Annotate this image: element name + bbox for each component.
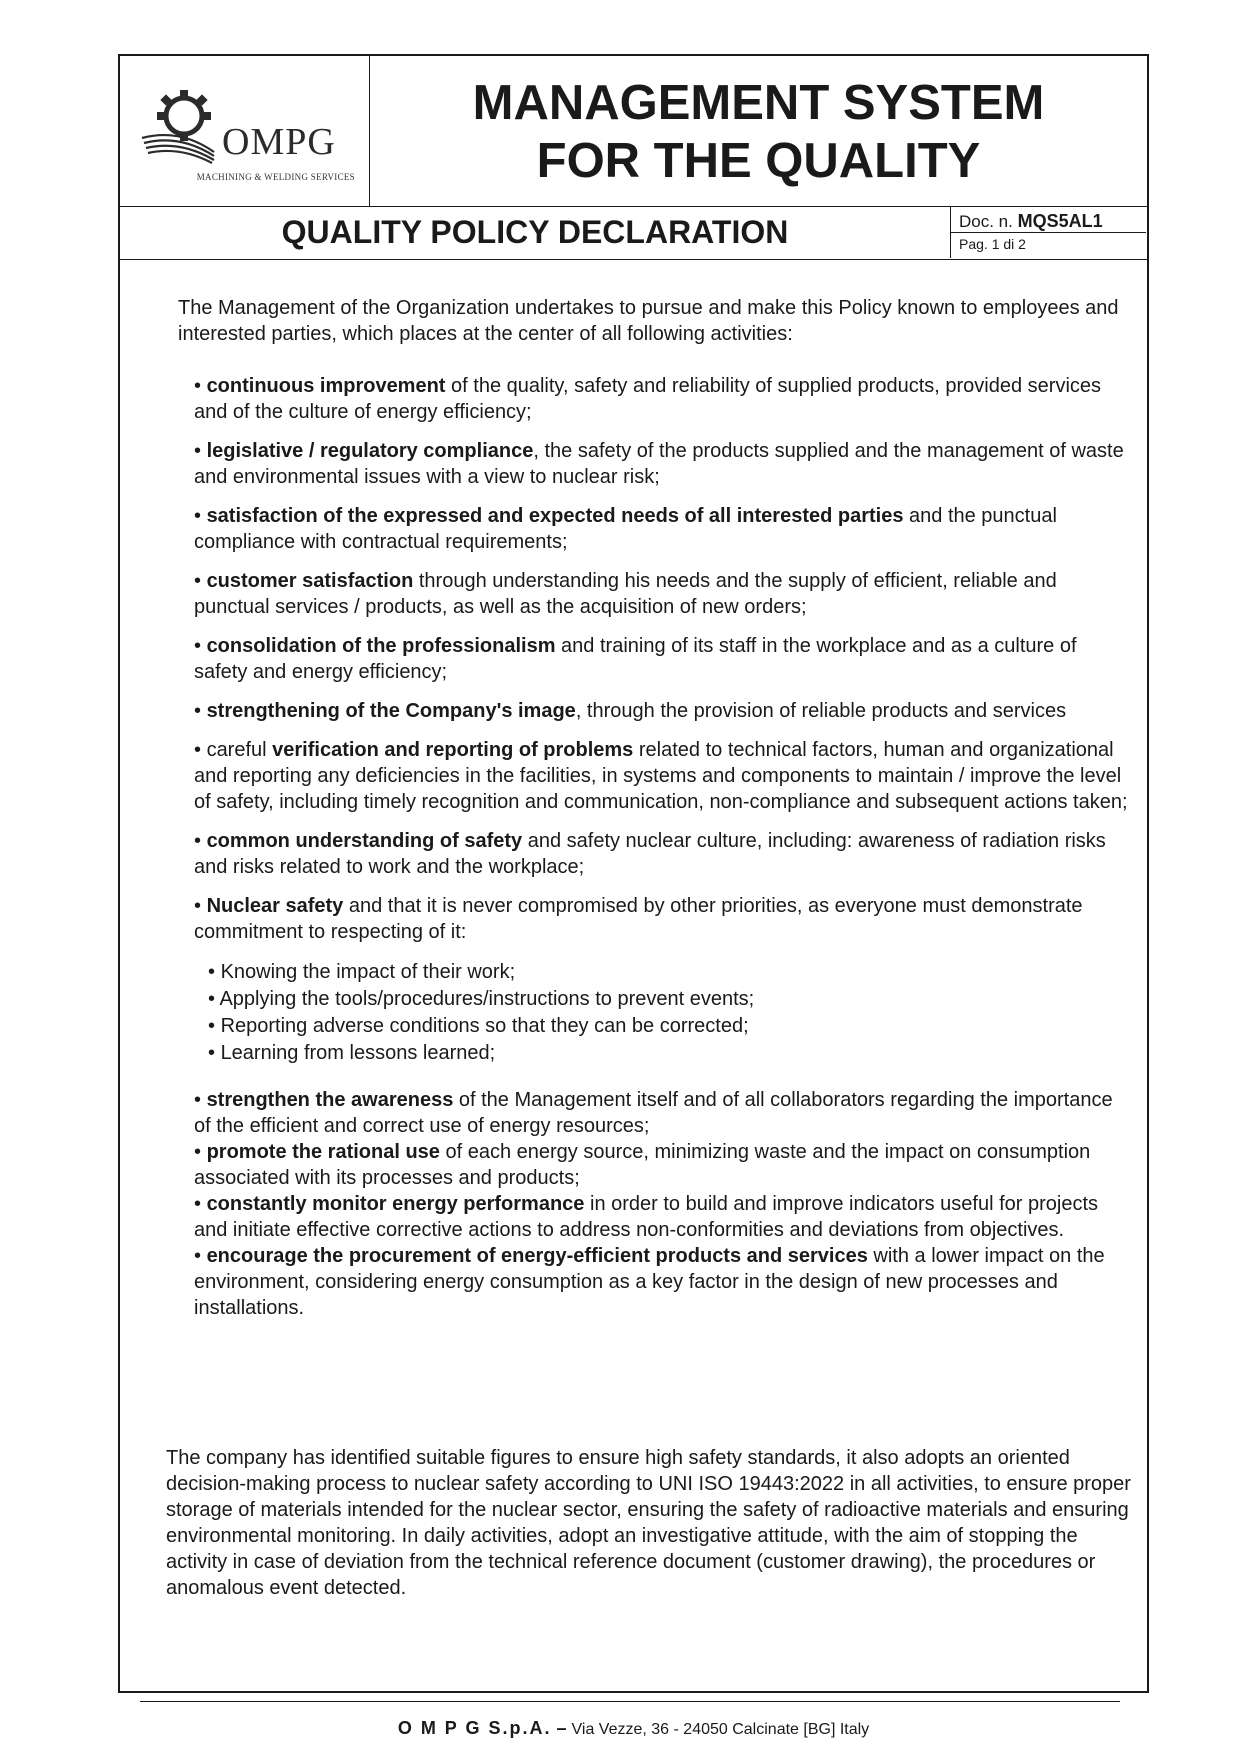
- title-line-1: MANAGEMENT SYSTEM: [472, 76, 1045, 130]
- policy-bullet: • Nuclear safety and that it is never compromised by other priorities, as everyone must demonstrate commitment to respecting of it:: [194, 895, 1083, 943]
- footer-company: O M P G S.p.A.: [397, 1718, 552, 1738]
- title-cell: [370, 56, 1147, 206]
- energy-bullet: • constantly monitor energy performance in order to build and improve indicators useful for projects and initiate effective corrective actions to address non-conformities and deviations from objectives.: [194, 1193, 1099, 1241]
- closing-paragraph: The company has identified suitable figures to ensure high safety standards, it also adopts an oriented decision-making process to nuclear safety according to UNI ISO 19443:2022 in all activities, to ensure proper storage of materials intended for the nuclear sector, ensuring the safety of radioactive materials and ensuring environmental monitoring. In daily activities, adopt an investigative attitude, with the aim of stopping the activity in case of deviation from the technical reference document (customer drawing), the procedures or anomalous event detected.: [166, 1447, 1131, 1599]
- doc-number-row: [959, 211, 1103, 232]
- policy-bullet: • strengthening of the Company's image, through the provision of reliable products and services: [194, 700, 1067, 722]
- energy-bullet: • encourage the procurement of energy-efficient products and services with a lower impact on the environment, considering energy consumption as a key factor in the design of new processes and installations.: [194, 1245, 1105, 1319]
- policy-bullet-list: [194, 373, 1134, 1321]
- sub-list-item: • Learning from lessons learned;: [208, 1042, 496, 1064]
- energy-bullet: • strengthen the awareness of the Management itself and of all collaborators regarding the importance of the efficient and correct use of energy resources;: [194, 1089, 1113, 1137]
- footer-separator: –: [551, 1718, 572, 1738]
- document-info-box: [950, 207, 1147, 258]
- energy-bullet-list: [194, 1087, 1134, 1321]
- policy-bullet: • consolidation of the professionalism and training of its staff in the workplace and as a culture of safety and energy efficiency;: [194, 635, 1077, 683]
- policy-bullet: • common understanding of safety and safety nuclear culture, including: awareness of radiation risks and risks related to work and the workplace;: [194, 830, 1106, 878]
- doc-box-divider: [951, 232, 1146, 233]
- page-number: Pag. 1 di 2: [959, 236, 1026, 252]
- policy-bullet: • careful verification and reporting of problems related to technical factors, human and organizational and reporting any deficiencies in the facilities, in systems and components to maintain / improve the level of safety, including timely recognition and communication, non-compliance and subsequent actions taken;: [194, 739, 1128, 813]
- policy-bullet: • satisfaction of the expressed and expected needs of all interested parties and the punctual compliance with contractual requirements;: [194, 505, 1057, 553]
- document-footer: [120, 1718, 1147, 1739]
- sub-list-item: • Applying the tools/procedures/instructions to prevent events;: [208, 988, 755, 1010]
- company-logo: [140, 86, 360, 186]
- document-title: [370, 56, 1147, 190]
- doc-number-label: Doc. n.: [959, 212, 1013, 231]
- policy-bullet: • continuous improvement of the quality, safety and reliability of supplied products, provided services and of the culture of energy efficiency;: [194, 375, 1102, 423]
- intro-paragraph: The Management of the Organization undertakes to pursue and make this Policy known to employees and interested parties, which places at the center of all following activities:: [178, 297, 1119, 345]
- policy-bullet: • legislative / regulatory compliance, the safety of the products supplied and the management of waste and environmental issues with a view to nuclear risk;: [194, 440, 1124, 488]
- logo-tagline: MACHINING & WELDING SERVICES: [196, 172, 355, 182]
- policy-bullet: • customer satisfaction through understanding his needs and the supply of efficient, reliable and punctual services / products, as well as the acquisition of new orders;: [194, 570, 1057, 618]
- footer-address: Via Vezze, 36 - 24050 Calcinate [BG] Italy: [571, 1721, 870, 1738]
- nuclear-safety-sub-list: [208, 959, 1134, 1067]
- logo-wordmark: OMPG: [222, 121, 336, 163]
- doc-number: MQS5AL1: [1017, 211, 1103, 231]
- section-title: QUALITY POLICY DECLARATION: [281, 214, 789, 250]
- document-frame: [118, 54, 1149, 1738]
- logo-cell: [120, 56, 370, 206]
- footer-divider: [140, 1701, 1120, 1702]
- energy-bullet: • promote the rational use of each energy source, minimizing waste and the impact on consumption associated with its processes and products;: [194, 1141, 1091, 1189]
- sub-list-item: • Knowing the impact of their work;: [208, 961, 516, 983]
- document-header: [120, 56, 1147, 262]
- section-header: [120, 206, 1147, 260]
- sub-list-item: • Reporting adverse conditions so that they can be corrected;: [208, 1015, 749, 1037]
- title-line-2: FOR THE QUALITY: [536, 134, 981, 188]
- gear-logo-icon: [140, 86, 230, 166]
